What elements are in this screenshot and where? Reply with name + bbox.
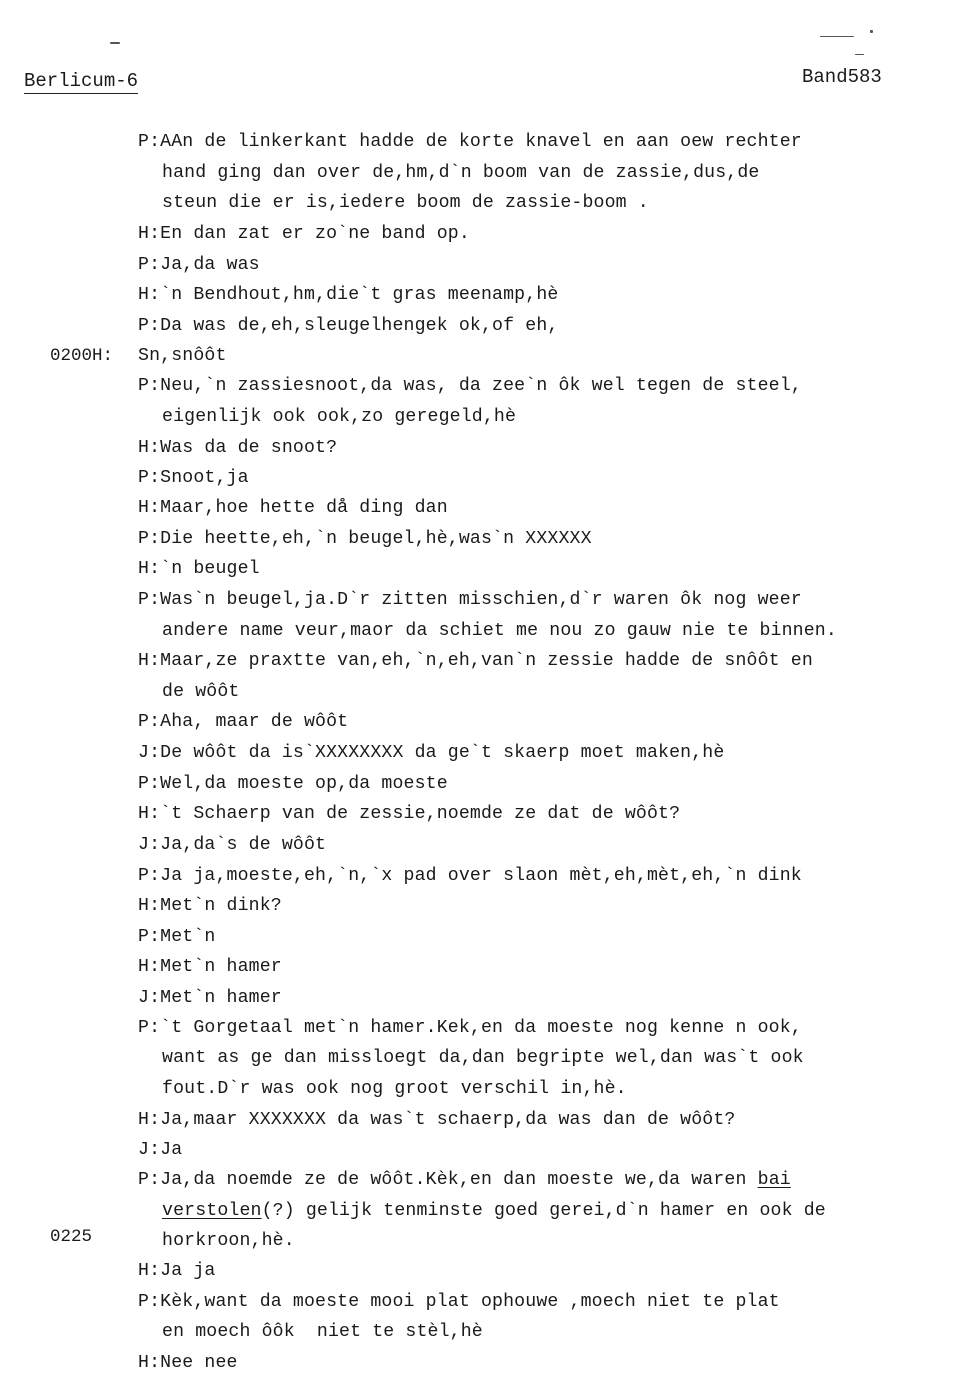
transcript-line: P:Met`n [138, 927, 216, 947]
transcript-line: horkroon,hè. [162, 1231, 295, 1251]
tape-label: Band583 [802, 66, 882, 88]
transcript-line: P:Was`n beugel,ja.D`r zitten misschien,d`r waren ôk nog weer [138, 590, 802, 610]
transcript-line: H:Maar,ze praxtte van,eh,`n,eh,van`n zessie hadde de snôôt en [138, 651, 813, 671]
transcript-line: P:Aha, maar de wôôt [138, 712, 349, 732]
transcript-line: H:Nee nee [138, 1353, 238, 1373]
line-text: (?) gelijk tenminste goed gerei,d`n hamer en ook de [261, 1201, 826, 1221]
transcript-line: de wôôt [162, 682, 240, 702]
line-text: P:Ja,da noemde ze de wôôt.Kèk,en dan moeste we,da waren [138, 1170, 747, 1190]
transcript-line: P:AAn de linkerkant hadde de korte knavel en aan oew rechter [138, 132, 802, 152]
transcript-line: P:Wel,da moeste op,da moeste [138, 774, 448, 794]
transcript-line: andere name veur,maor da schiet me nou zo gauw nie te binnen. [162, 621, 837, 641]
timestamp-note: 0200H: [50, 346, 114, 366]
scan-speck [855, 54, 864, 55]
transcript-line: Sn,snôôt [138, 346, 227, 366]
transcript-line: H:Met`n hamer [138, 957, 282, 977]
transcript-line: H:`n Bendhout,hm,die`t gras meenamp,hè [138, 285, 559, 305]
transcript-line: en moech ôôk niet te stèl,hè [162, 1322, 483, 1342]
transcript-line: H:Was da de snoot? [138, 438, 338, 458]
transcript-line: H:`n beugel [138, 559, 260, 579]
scan-speck [870, 30, 873, 33]
transcript-line: steun die er is,iedere boom de zassie-boom . [162, 193, 649, 213]
underlined-word: verstolen [162, 1201, 262, 1221]
underlined-word: bai [757, 1170, 791, 1190]
transcript-line: H:Maar,hoe hette då ding dan [138, 498, 448, 518]
transcript-line: H:Ja ja [138, 1261, 216, 1281]
transcript-line: eigenlijk ook ook,zo geregeld,hè [162, 407, 517, 427]
transcript-line: P:Ja ja,moeste,eh,`n,`x pad over slaon mèt,eh,mèt,eh,`n dink [138, 866, 802, 886]
transcript-line: J:Met`n hamer [138, 988, 282, 1008]
transcript-line: P:Ja,da was [138, 255, 260, 275]
scan-speck [820, 36, 854, 37]
transcript-line: H:`t Schaerp van de zessie,noemde ze dat de wôôt? [138, 804, 681, 824]
transcript-line: P:`t Gorgetaal met`n hamer.Kek,en da moeste nog kenne n ook, [138, 1018, 802, 1038]
timestamp-note: 0225 [50, 1227, 93, 1247]
transcript-line: H:Met`n dink? [138, 896, 282, 916]
transcript-line [162, 1200, 826, 1222]
transcript-line: P:Snoot,ja [138, 468, 249, 488]
transcript-line: P:Kèk,want da moeste mooi plat ophouwe ,moech niet te plat [138, 1292, 780, 1312]
transcript-line: H:Ja,maar XXXXXXX da was`t schaerp,da was dan de wôôt? [138, 1110, 736, 1130]
transcript-line: P:Die heette,eh,`n beugel,hè,was`n XXXXXX [138, 529, 592, 549]
document-label: Berlicum-6 [24, 70, 139, 92]
transcript-line [138, 1169, 791, 1191]
transcript-line: J:Ja,da`s de wôôt [138, 835, 327, 855]
transcript-line: H:En dan zat er zo`ne band op. [138, 224, 470, 244]
transcript-line: J:De wôôt da is`XXXXXXXX da ge`t skaerp moet maken,hè [138, 743, 725, 763]
transcript-line: P:Neu,`n zassiesnoot,da was, da zee`n ôk wel tegen de steel, [138, 376, 802, 396]
transcript-line: want as ge dan missloegt da,dan begripte wel,dan was`t ook [162, 1048, 804, 1068]
transcript-line: J:Ja [138, 1140, 183, 1160]
transcript-line: hand ging dan over de,hm,d`n boom van de zassie,dus,de [162, 163, 760, 183]
scan-speck [110, 42, 120, 44]
transcript-line: fout.D`r was ook nog groot verschil in,hè. [162, 1079, 627, 1099]
transcript-line: P:Da was de,eh,sleugelhengek ok,of eh, [138, 316, 559, 336]
